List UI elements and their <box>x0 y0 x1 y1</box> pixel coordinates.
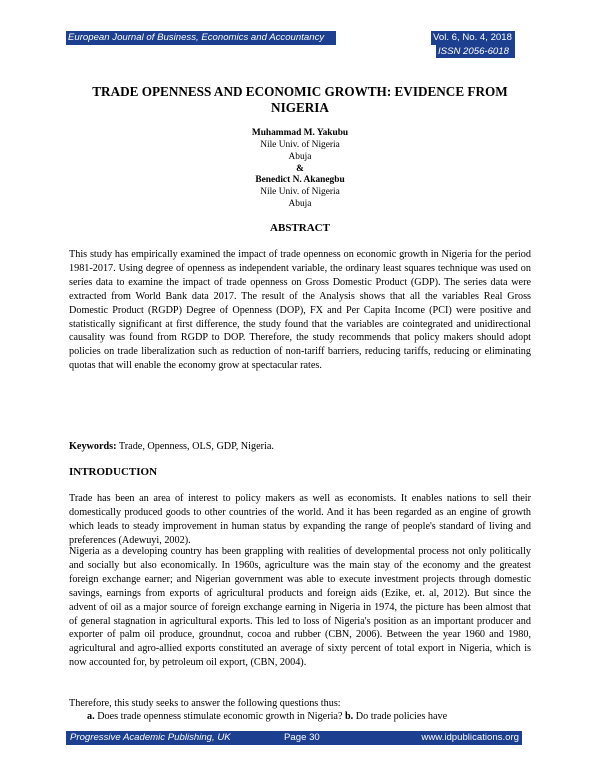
author-2-city: Abuja <box>288 199 312 209</box>
author-separator: & <box>296 164 304 174</box>
keywords-label: Keywords: <box>69 441 117 452</box>
intro-paragraph-2: Nigeria as a developing country has been grappling with realities of developmental process not only politically and socially but also economically. In 1960s, agriculture was the main stay of the economy and the greatest foreign exchange earner; and Nigerian government was able to execute investment projects through domestic savings, earnings from exports of agricultural products and foreign aids (Ezike, et. al, 2012). But since the advent of oil as a major source of foreign exchange earning in Nigeria in 1974, the picture has been almost that of general stagnation in agricultural exports. This led to loss of Nigeria's position as an important producer and exporter of palm oil produce, groundnut, cocoa and rubber (CBN, 2006). Between the year 1960 and 1980, agricultural and agro-allied exports constituted an average of sixty percent of total export in Nigeria, which is now accounted for, by petroleum oil export, (CBN, 2004). <box>69 546 531 669</box>
author-2-affiliation: Nile Univ. of Nigeria <box>260 187 340 197</box>
footer-website: www.idpublications.org <box>421 732 519 743</box>
footer-page-number: Page 30 <box>284 732 320 743</box>
volume-info: Vol. 6, No. 4, 2018 <box>431 31 515 45</box>
issn: ISSN 2056-6018 <box>436 45 515 58</box>
research-questions <box>69 711 531 722</box>
author-2-name: Benedict N. Akanegbu <box>255 175 345 185</box>
question-a-text: Does trade openness stimulate economic growth in Nigeria? <box>97 711 343 722</box>
intro-paragraph-3: Therefore, this study seeks to answer the following questions thus: <box>69 698 341 709</box>
intro-paragraph-1: Trade has been an area of interest to policy makers as well as economists. It enables nations to sell their domestically produced goods to other countries of the world. And it has been regarded as an engine of growth which leads to steady improvement in human status by expanding the range of people's standard of living and preferences (Adewuyi, 2002). <box>69 493 531 546</box>
keywords <box>69 441 531 452</box>
question-b-label: b. <box>345 711 354 722</box>
footer-publisher: Progressive Academic Publishing, UK <box>70 732 231 743</box>
keywords-list: Trade, Openness, OLS, GDP, Nigeria. <box>118 441 274 452</box>
page-footer <box>66 731 522 745</box>
author-1-name: Muhammad M. Yakubu <box>251 128 349 138</box>
question-a-label: a. <box>87 711 95 722</box>
author-1-affiliation: Nile Univ. of Nigeria <box>260 140 340 150</box>
paper-title: TRADE OPENNESS AND ECONOMIC GROWTH: EVIDENCE FROM NIGERIA <box>92 84 508 115</box>
introduction-heading: INTRODUCTION <box>69 466 158 478</box>
question-b-text: Do trade policies have <box>355 711 448 722</box>
abstract-heading: ABSTRACT <box>270 222 330 234</box>
journal-name: European Journal of Business, Economics and Accountancy <box>66 31 336 45</box>
abstract-text: This study has empirically examined the impact of trade openness on economic growth in Nigeria for the period 1981-2017. Using degree of openness as independent variable, the ordinary least squares technique was used on series data to examine the impact of trade openness on Gross Domestic Product (GDP). The series data were extracted from World Bank data 2017. The result of the Analysis shows that all the variables Real Gross Domestic Product (RGDP) Degree of Openness (DOP), FX and Per Capita Income (PCI) were positive and statistically significant at first difference, the study found that the variables are cointegrated and unidirectional causality was found from RGDP to DOP. Therefore, the study recommends that policy makers should adopt policies on trade liberalization such as reduction of non-tariff barriers, reducing tariffs, reducing or eliminating quotas that will enable the economy grow at spectacular rates. <box>69 249 531 372</box>
author-1-city: Abuja <box>288 152 312 162</box>
